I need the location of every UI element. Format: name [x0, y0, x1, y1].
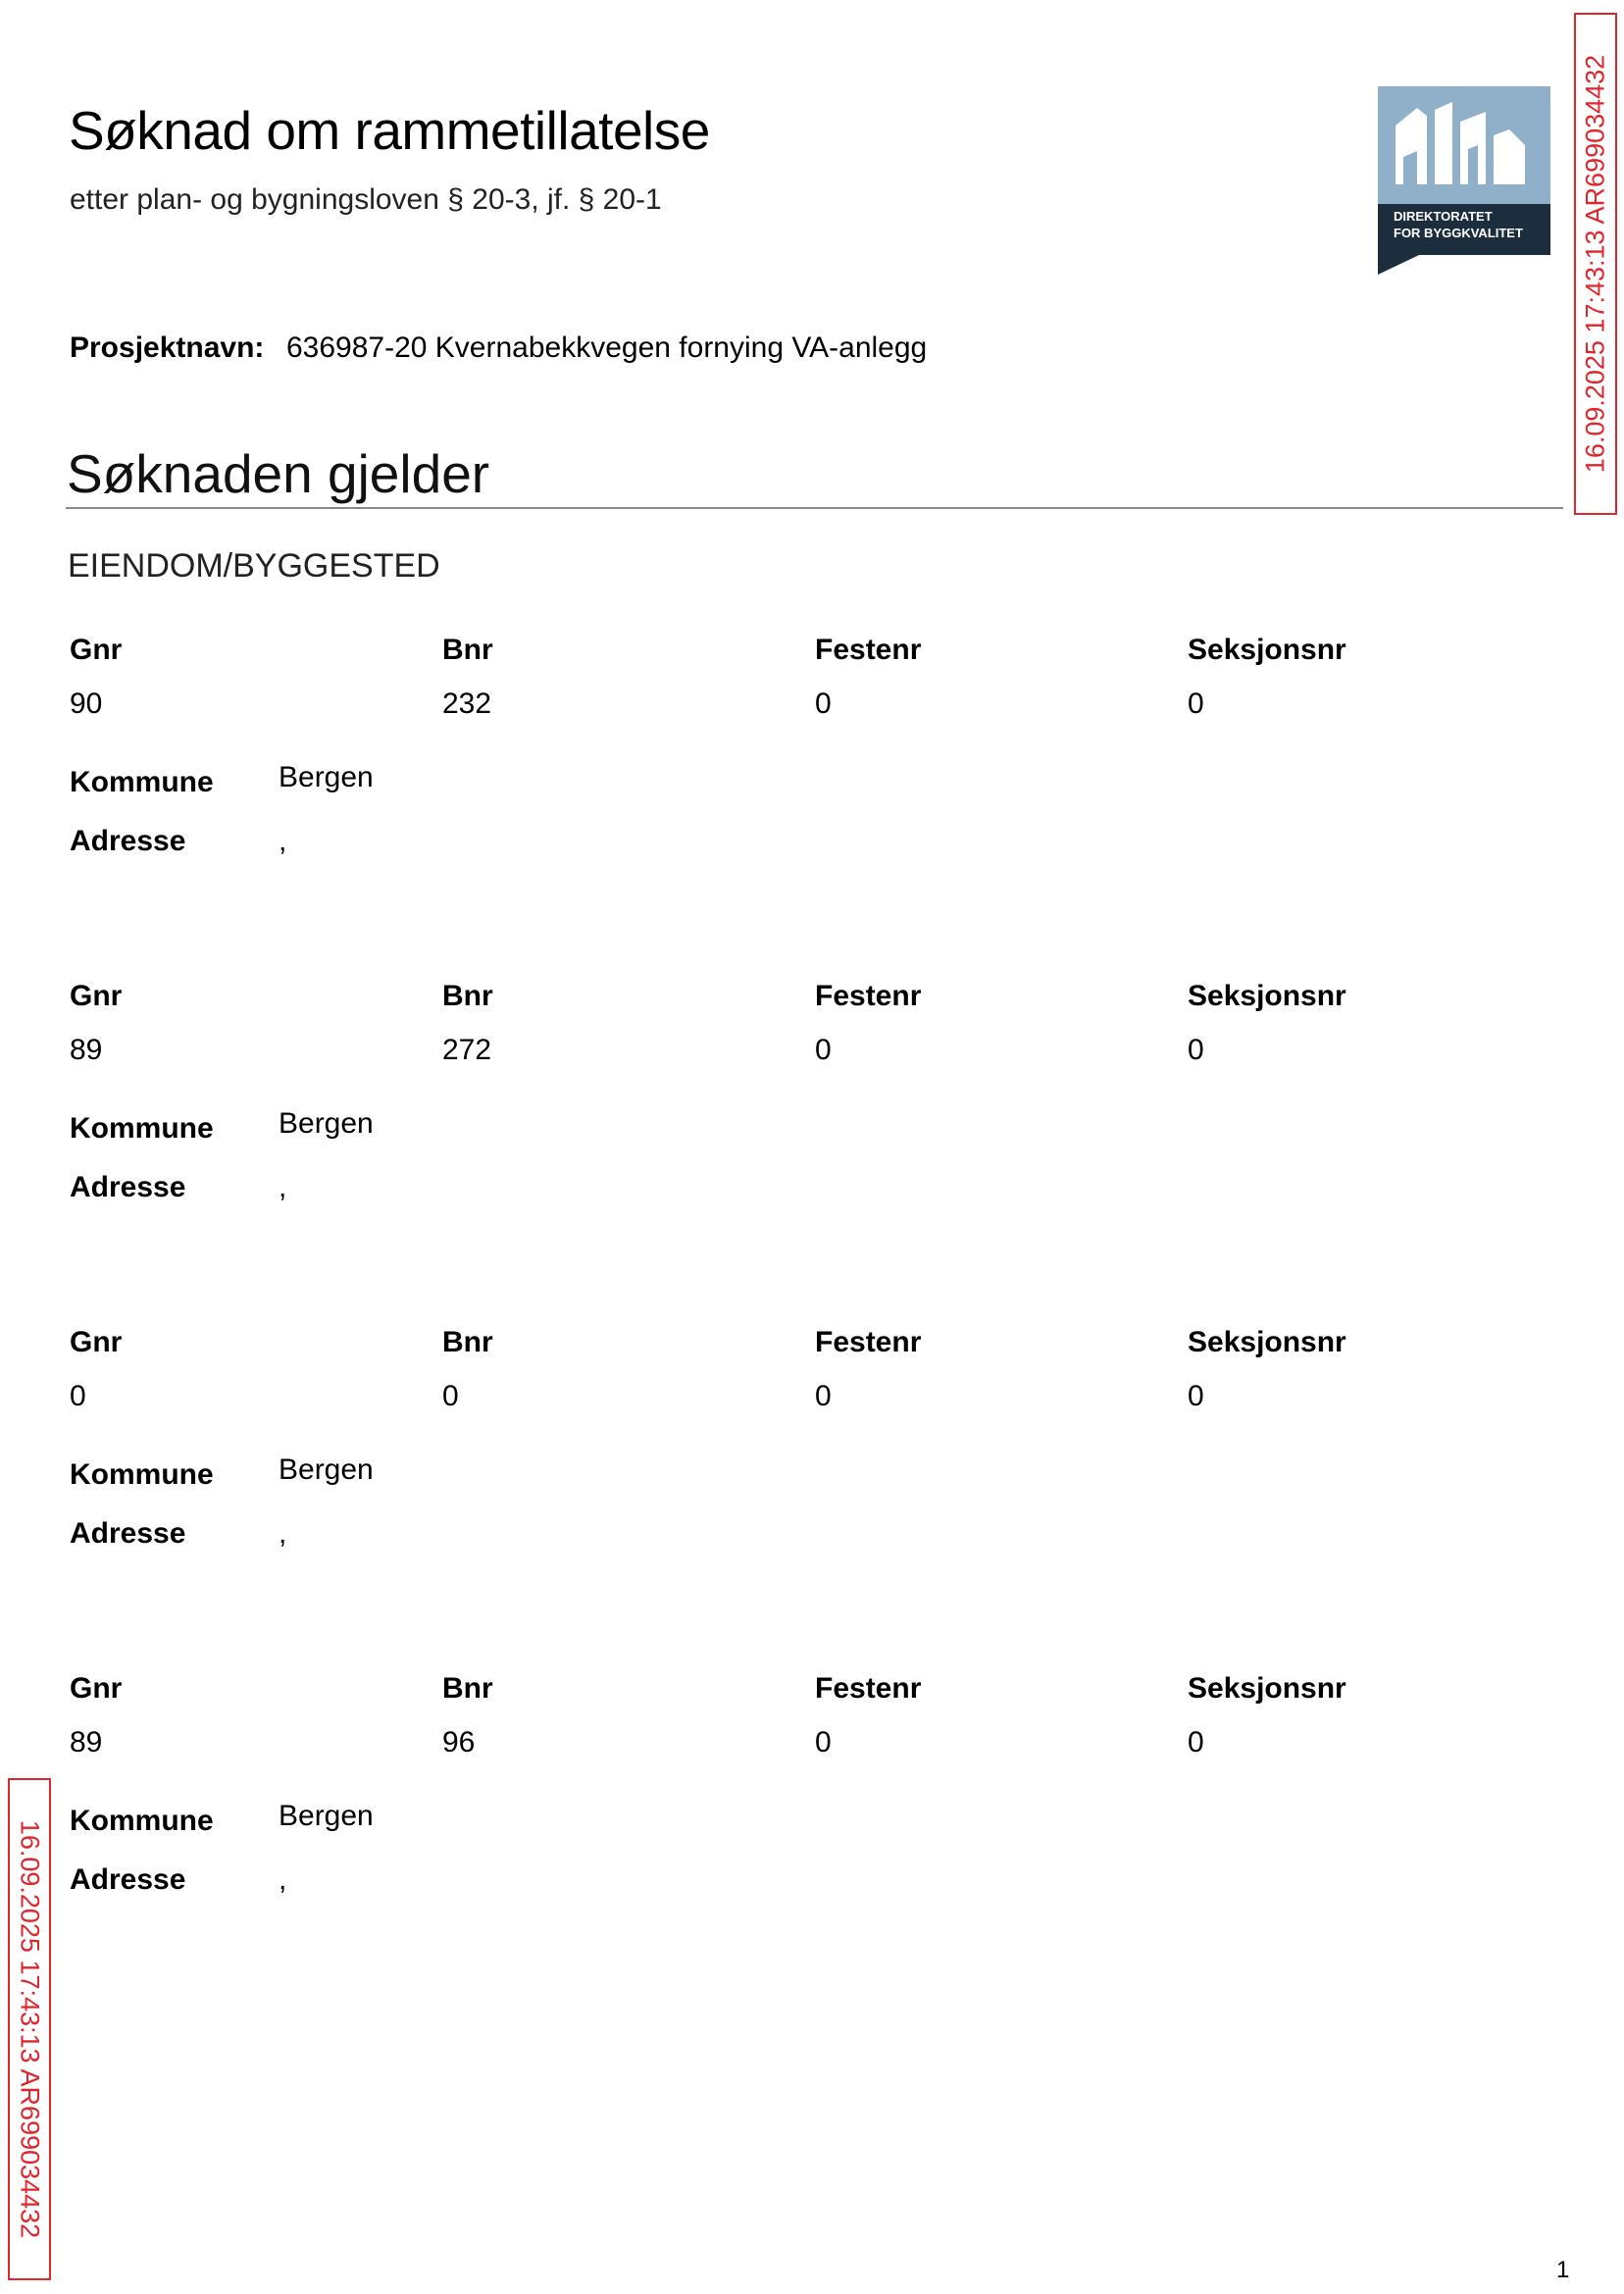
gnr-label: Gnr — [70, 1672, 123, 1705]
kommune-label: Kommune — [70, 1458, 214, 1491]
kommune-label: Kommune — [70, 1112, 214, 1145]
bnr-label: Bnr — [442, 634, 493, 666]
seksjonsnr-label: Seksjonsnr — [1188, 980, 1346, 1012]
festenr-label: Festenr — [815, 980, 922, 1012]
project-name-value: 636987-20 Kvernabekkvegen fornying VA-anlegg — [286, 331, 928, 364]
seksjonsnr-value: 0 — [1188, 1034, 1204, 1066]
kommune-label: Kommune — [70, 766, 214, 798]
adresse-value: , — [279, 1517, 287, 1550]
festenr-label: Festenr — [815, 1672, 922, 1705]
gnr-label: Gnr — [70, 1326, 123, 1358]
project-name-label: Prosjektnavn: — [70, 331, 265, 364]
kommune-value: Bergen — [279, 1800, 374, 1832]
bnr-label: Bnr — [442, 1672, 493, 1705]
logo-building-graphic — [1378, 86, 1550, 204]
gnr-value: 0 — [70, 1380, 86, 1412]
bnr-value: 232 — [442, 688, 492, 720]
adresse-value: , — [279, 1863, 287, 1896]
adresse-label: Adresse — [70, 1863, 186, 1896]
gnr-label: Gnr — [70, 980, 123, 1012]
bnr-value: 96 — [442, 1726, 476, 1759]
gnr-value: 89 — [70, 1034, 103, 1066]
gnr-label: Gnr — [70, 634, 123, 666]
gnr-value: 89 — [70, 1726, 103, 1759]
timestamp-stamp-bottom — [8, 1778, 51, 2280]
document-subtitle: etter plan- og bygningsloven § 20-3, jf. § 20-1 — [70, 183, 662, 216]
adresse-label: Adresse — [70, 1171, 186, 1203]
adresse-value: , — [279, 1171, 287, 1203]
adresse-label: Adresse — [70, 825, 186, 857]
kommune-value: Bergen — [279, 1107, 374, 1140]
property-block — [70, 977, 1492, 1232]
timestamp-stamp-top — [1574, 13, 1617, 515]
bnr-label: Bnr — [442, 1326, 493, 1358]
kommune-value: Bergen — [279, 1453, 374, 1486]
property-block — [70, 1323, 1492, 1578]
logo-text — [1394, 208, 1523, 241]
logo-buildings-icon — [1378, 86, 1550, 204]
property-block — [70, 1669, 1492, 1924]
festenr-label: Festenr — [815, 634, 922, 666]
subsection-heading: EIENDOM/BYGGESTED — [68, 547, 440, 585]
bnr-value: 272 — [442, 1034, 492, 1066]
seksjonsnr-label: Seksjonsnr — [1188, 634, 1346, 666]
festenr-label: Festenr — [815, 1326, 922, 1358]
seksjonsnr-label: Seksjonsnr — [1188, 1672, 1346, 1705]
festenr-value: 0 — [815, 1380, 832, 1412]
logo-text-line2: FOR BYGGKVALITET — [1394, 226, 1523, 240]
property-block — [70, 631, 1492, 886]
adresse-label: Adresse — [70, 1517, 186, 1550]
seksjonsnr-value: 0 — [1188, 1726, 1204, 1759]
gnr-value: 90 — [70, 688, 103, 720]
kommune-value: Bergen — [279, 761, 374, 793]
seksjonsnr-value: 0 — [1188, 1380, 1204, 1412]
festenr-value: 0 — [815, 688, 832, 720]
section-divider — [66, 507, 1563, 509]
kommune-label: Kommune — [70, 1805, 214, 1837]
bnr-value: 0 — [442, 1380, 459, 1412]
stamp-text: 16.09.2025 17:43:13 AR699034432 — [15, 1819, 45, 2239]
adresse-value: , — [279, 825, 287, 857]
dibk-logo — [1378, 86, 1550, 275]
logo-flag — [1378, 255, 1419, 275]
section-heading: Søknaden gjelder — [67, 443, 490, 504]
bnr-label: Bnr — [442, 980, 493, 1012]
seksjonsnr-value: 0 — [1188, 688, 1204, 720]
seksjonsnr-label: Seksjonsnr — [1188, 1326, 1346, 1358]
stamp-text: 16.09.2025 17:43:13 AR699034432 — [1580, 54, 1610, 474]
festenr-value: 0 — [815, 1034, 832, 1066]
page-number: 1 — [1556, 2257, 1570, 2283]
logo-text-line1: DIREKTORATET — [1394, 209, 1493, 224]
document-title: Søknad om rammetillatelse — [69, 100, 710, 161]
festenr-value: 0 — [815, 1726, 832, 1759]
